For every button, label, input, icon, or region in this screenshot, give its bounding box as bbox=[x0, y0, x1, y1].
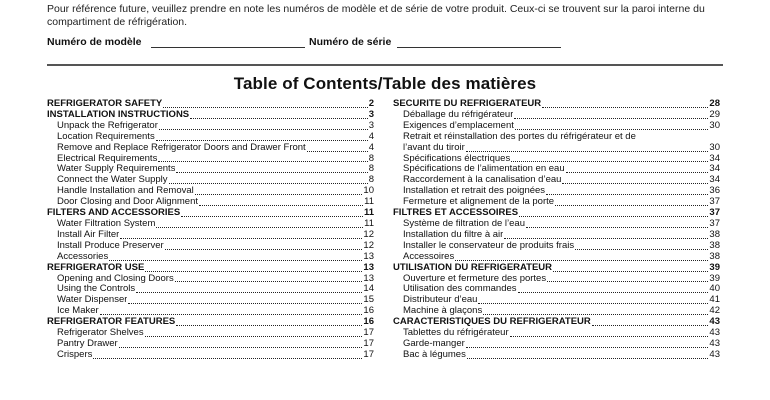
toc-entry[interactable] bbox=[393, 295, 720, 306]
toc-entry[interactable] bbox=[393, 132, 720, 154]
dot-leader bbox=[93, 356, 362, 359]
toc-entry[interactable] bbox=[393, 164, 720, 175]
toc-entry-page: 28 bbox=[709, 98, 720, 109]
dot-leader bbox=[128, 301, 362, 304]
toc-entry-page: 11 bbox=[363, 207, 374, 219]
dot-leader bbox=[156, 138, 368, 141]
toc-entry[interactable] bbox=[393, 241, 720, 252]
toc-entry-label: Installer le conservateur de produits frais bbox=[403, 240, 575, 251]
toc-entry-label: Installation et retrait des poignées bbox=[403, 186, 546, 197]
dot-leader bbox=[199, 203, 363, 206]
toc-entry-label: Connect the Water Supply bbox=[57, 175, 168, 186]
toc-entry[interactable] bbox=[47, 164, 374, 175]
toc-entry-page: 12 bbox=[363, 239, 374, 251]
toc-entry-page: 8 bbox=[368, 174, 374, 186]
dot-leader bbox=[562, 181, 708, 184]
toc-entry[interactable] bbox=[393, 175, 720, 186]
dot-leader bbox=[526, 225, 708, 228]
toc-entry[interactable] bbox=[47, 219, 374, 230]
toc-entry[interactable] bbox=[47, 263, 374, 274]
dot-leader bbox=[175, 279, 363, 282]
toc-entry[interactable] bbox=[47, 186, 374, 197]
toc-entry-label: UTILISATION DU RÉFRIGÉRATEUR bbox=[393, 262, 553, 273]
toc-entry[interactable] bbox=[47, 99, 374, 110]
dot-leader bbox=[455, 258, 708, 261]
toc-entry-page: 37 bbox=[709, 217, 720, 229]
dot-leader bbox=[120, 236, 362, 239]
toc-entry[interactable] bbox=[47, 132, 374, 143]
toc-entry-label: Utilisation des commandes bbox=[403, 284, 517, 295]
toc-entry-label-continued: l’avant du tiroir bbox=[403, 142, 465, 153]
dot-leader bbox=[145, 334, 363, 337]
toc-entry-page: 34 bbox=[709, 152, 720, 164]
toc-entry-label: Location Requirements bbox=[57, 131, 155, 142]
toc-entry[interactable] bbox=[393, 306, 720, 317]
toc-entry-label: Retrait et réinstallation des portes du réfrigérateur et de bbox=[403, 130, 636, 142]
toc-entry-page: 38 bbox=[709, 228, 720, 240]
toc-entry-page: 4 bbox=[368, 141, 374, 153]
toc-entry[interactable] bbox=[393, 263, 720, 274]
toc-entry[interactable] bbox=[393, 208, 720, 219]
toc-entry-label: Machine à glaçons bbox=[403, 306, 483, 317]
toc-entry-label: Spécifications de l’alimentation en eau bbox=[403, 164, 565, 175]
dot-leader bbox=[156, 225, 363, 228]
toc-entry[interactable] bbox=[47, 230, 374, 241]
serial-number-label: Numéro de série bbox=[309, 36, 392, 48]
dot-leader bbox=[466, 345, 709, 348]
intro-text: Pour référence future, veuillez prendre en note les numéros de modèle et de série de votre produit. Ceux-ci se trouvent sur la paroi interne du compartiment de réfrigération. bbox=[47, 3, 705, 28]
toc-entry-label: Install Air Filter bbox=[57, 229, 120, 240]
toc-entry-label: Raccordement à la canalisation d’eau bbox=[403, 175, 562, 186]
dot-leader bbox=[136, 290, 362, 293]
toc-entry-label: Spécifications électriques bbox=[403, 153, 511, 164]
toc-entry-page: 43 bbox=[709, 337, 720, 349]
dot-leader bbox=[546, 192, 708, 195]
dot-leader bbox=[466, 149, 709, 152]
toc-entry-label: REFRIGERATOR FEATURES bbox=[47, 317, 176, 328]
serial-number-line[interactable] bbox=[397, 47, 561, 48]
toc-entry-label: Water Supply Requirements bbox=[57, 164, 176, 175]
toc-entry-page: 38 bbox=[709, 239, 720, 251]
toc-entry-label: CARACTÉRISTIQUES DU RÉFRIGÉRATEUR bbox=[393, 317, 591, 328]
toc-entry-label: Garde-manger bbox=[403, 338, 465, 349]
dot-leader bbox=[467, 356, 709, 359]
toc-entry-label: Electrical Requirements bbox=[57, 153, 158, 164]
toc-entry-page: 4 bbox=[368, 130, 374, 142]
dot-leader bbox=[176, 170, 367, 173]
toc-entry-label: Exigences d’emplacement bbox=[403, 120, 514, 131]
toc-entry-page: 16 bbox=[363, 305, 374, 317]
toc-entry-page: 8 bbox=[368, 152, 374, 164]
toc-entry[interactable] bbox=[393, 230, 720, 241]
dot-leader bbox=[519, 214, 708, 217]
dot-leader bbox=[181, 214, 363, 217]
toc-entry-page: 40 bbox=[709, 283, 720, 295]
dot-leader bbox=[547, 279, 708, 282]
dot-leader bbox=[307, 149, 368, 152]
toc-entry-label: Using the Controls bbox=[57, 284, 136, 295]
toc-french-column bbox=[393, 99, 720, 361]
toc-entry-page: 12 bbox=[363, 228, 374, 240]
toc-title: Table of Contents/Table des matières bbox=[233, 74, 537, 93]
dot-leader bbox=[542, 105, 708, 108]
dot-leader bbox=[145, 269, 362, 272]
dot-leader bbox=[510, 334, 709, 337]
toc-entry-label: SÉCURITÉ DU RÉFRIGÉRATEUR bbox=[393, 99, 542, 109]
toc-entry[interactable] bbox=[47, 121, 374, 132]
toc-entry-label: REFRIGERATOR USE bbox=[47, 262, 145, 273]
toc-entry[interactable] bbox=[393, 274, 720, 285]
dot-leader bbox=[483, 312, 708, 315]
toc-entry-label: Door Closing and Door Alignment bbox=[57, 197, 198, 208]
toc-entry[interactable] bbox=[47, 197, 374, 208]
toc-entry-label: Opening and Closing Doors bbox=[57, 273, 174, 284]
model-number-line[interactable] bbox=[151, 47, 305, 48]
toc-entry-page: 17 bbox=[363, 337, 374, 349]
toc-entry[interactable] bbox=[47, 175, 374, 186]
toc-entry-label: INSTALLATION INSTRUCTIONS bbox=[47, 109, 190, 120]
toc-entry-label: FILTERS AND ACCESSORIES bbox=[47, 208, 181, 219]
dot-leader bbox=[190, 116, 368, 119]
toc-entry[interactable] bbox=[393, 110, 720, 121]
toc-entry-label: Refrigerator Shelves bbox=[57, 328, 144, 339]
toc-entry-label: Système de filtration de l’eau bbox=[403, 218, 525, 229]
toc-entry[interactable] bbox=[47, 110, 374, 121]
dot-leader bbox=[555, 203, 708, 206]
toc-entry[interactable] bbox=[393, 350, 720, 361]
toc-entry[interactable] bbox=[47, 306, 374, 317]
toc-entry[interactable] bbox=[393, 252, 720, 263]
toc-entry[interactable] bbox=[47, 350, 374, 361]
toc-entry[interactable] bbox=[393, 186, 720, 197]
toc-entry-label: Handle Installation and Removal bbox=[57, 186, 194, 197]
toc-entry[interactable] bbox=[47, 143, 374, 154]
dot-leader bbox=[176, 323, 362, 326]
toc-entry[interactable] bbox=[47, 241, 374, 252]
toc-entry-page: 34 bbox=[709, 163, 720, 175]
toc-entry[interactable] bbox=[393, 99, 720, 110]
toc-entry-page: 17 bbox=[363, 348, 374, 360]
toc-entry[interactable] bbox=[47, 328, 374, 339]
toc-entry-label: Ice Maker bbox=[57, 306, 99, 317]
toc-entry[interactable] bbox=[393, 154, 720, 165]
toc-entry-label: Install Produce Preserver bbox=[57, 240, 164, 251]
dot-leader bbox=[169, 181, 368, 184]
toc-entry[interactable] bbox=[47, 295, 374, 306]
toc-entry-page: 13 bbox=[363, 250, 374, 262]
toc-entry[interactable] bbox=[393, 284, 720, 295]
toc-entry[interactable] bbox=[47, 274, 374, 285]
toc-entry-label: Accessories bbox=[57, 251, 109, 262]
toc-entry-page: 10 bbox=[363, 185, 374, 197]
dot-leader bbox=[575, 247, 708, 250]
toc-entry-line bbox=[403, 143, 720, 154]
toc-entry-page: 15 bbox=[363, 294, 374, 306]
toc-entry-page: 16 bbox=[363, 316, 374, 328]
dot-leader bbox=[504, 236, 708, 239]
toc-entry-page: 36 bbox=[709, 185, 720, 197]
dot-leader bbox=[518, 290, 709, 293]
dot-leader bbox=[592, 323, 709, 326]
toc-entry-label: Unpack the Refrigerator bbox=[57, 120, 158, 131]
dot-leader bbox=[511, 159, 708, 162]
toc-entry-page: 39 bbox=[709, 272, 720, 284]
toc-entry[interactable] bbox=[47, 284, 374, 295]
toc-entry-page: 17 bbox=[363, 327, 374, 339]
toc-entry-label: Remove and Replace Refrigerator Doors and Drawer Front bbox=[57, 142, 306, 153]
dot-leader bbox=[158, 159, 367, 162]
toc-entry-page: 37 bbox=[709, 207, 720, 219]
toc-entry-page: 11 bbox=[364, 196, 374, 208]
toc-entry-page: 43 bbox=[709, 348, 720, 360]
dot-leader bbox=[566, 170, 709, 173]
dot-leader bbox=[159, 127, 368, 130]
dot-leader bbox=[119, 345, 363, 348]
toc-entry-label: Tablettes du réfrigérateur bbox=[403, 328, 509, 339]
toc-entry[interactable] bbox=[393, 219, 720, 230]
top-divider bbox=[47, 64, 723, 66]
toc-entry[interactable] bbox=[47, 339, 374, 350]
toc-entry-label: Installation du filtre à air bbox=[403, 229, 504, 240]
toc-entry-page: 37 bbox=[709, 196, 720, 208]
toc-entry-label: Crispers bbox=[57, 349, 93, 360]
toc-entry[interactable] bbox=[393, 197, 720, 208]
toc-entry-page: 2 bbox=[368, 98, 374, 109]
toc-entry-page: 30 bbox=[709, 119, 720, 131]
toc-entry[interactable] bbox=[393, 317, 720, 328]
toc-entry-label: Pantry Drawer bbox=[57, 338, 118, 349]
toc-english-column bbox=[47, 99, 374, 361]
dot-leader bbox=[478, 301, 708, 304]
dot-leader bbox=[514, 116, 708, 119]
toc-entry-page: 43 bbox=[709, 316, 720, 328]
toc-entry-page: 29 bbox=[709, 108, 720, 120]
toc-entry-label: Water Filtration System bbox=[57, 218, 156, 229]
toc-entry-page: 34 bbox=[709, 174, 720, 186]
toc-entry-page: 3 bbox=[368, 119, 374, 131]
toc-entry-page: 8 bbox=[368, 163, 374, 175]
toc-entry-label: FILTRES ET ACCESSOIRES bbox=[393, 208, 519, 219]
toc-entry-label: Ouverture et fermeture des portes bbox=[403, 273, 547, 284]
toc-entry-page: 39 bbox=[709, 261, 720, 273]
model-number-label: Numéro de modèle bbox=[47, 36, 142, 48]
toc-entry[interactable] bbox=[393, 328, 720, 339]
toc-entry-page: 43 bbox=[709, 327, 720, 339]
toc-entry-label: Distributeur d’eau bbox=[403, 295, 478, 306]
toc-entry-page: 14 bbox=[363, 283, 374, 295]
toc-entry-page: 3 bbox=[368, 108, 374, 120]
toc-entry[interactable] bbox=[393, 339, 720, 350]
model-serial-fields bbox=[47, 36, 737, 50]
toc-entry-label: Water Dispenser bbox=[57, 295, 128, 306]
dot-leader bbox=[109, 258, 362, 261]
toc-entry-page: 41 bbox=[709, 294, 720, 306]
toc-entry[interactable] bbox=[47, 208, 374, 219]
toc-entry-label: Fermeture et alignement de la porte bbox=[403, 197, 555, 208]
dot-leader bbox=[195, 192, 363, 195]
toc-entry-label: REFRIGERATOR SAFETY bbox=[47, 99, 163, 109]
dot-leader bbox=[515, 127, 709, 130]
toc-entry-page: 42 bbox=[709, 305, 720, 317]
dot-leader bbox=[100, 312, 363, 315]
dot-leader bbox=[553, 269, 708, 272]
toc-entry-page: 30 bbox=[709, 141, 720, 153]
toc-entry-page: 13 bbox=[363, 261, 374, 273]
toc-entry-page: 11 bbox=[364, 217, 374, 229]
toc-entry-page: 38 bbox=[709, 250, 720, 262]
toc-entry-label: Accessoires bbox=[403, 251, 455, 262]
dot-leader bbox=[165, 247, 363, 250]
toc-entry-label: Bac à légumes bbox=[403, 349, 466, 360]
toc-entry[interactable] bbox=[47, 154, 374, 165]
toc-entry-page: 13 bbox=[363, 272, 374, 284]
toc-entry-label: Déballage du réfrigérateur bbox=[403, 109, 514, 120]
dot-leader bbox=[163, 105, 367, 108]
toc-entry[interactable] bbox=[47, 252, 374, 263]
toc-entry[interactable] bbox=[47, 317, 374, 328]
